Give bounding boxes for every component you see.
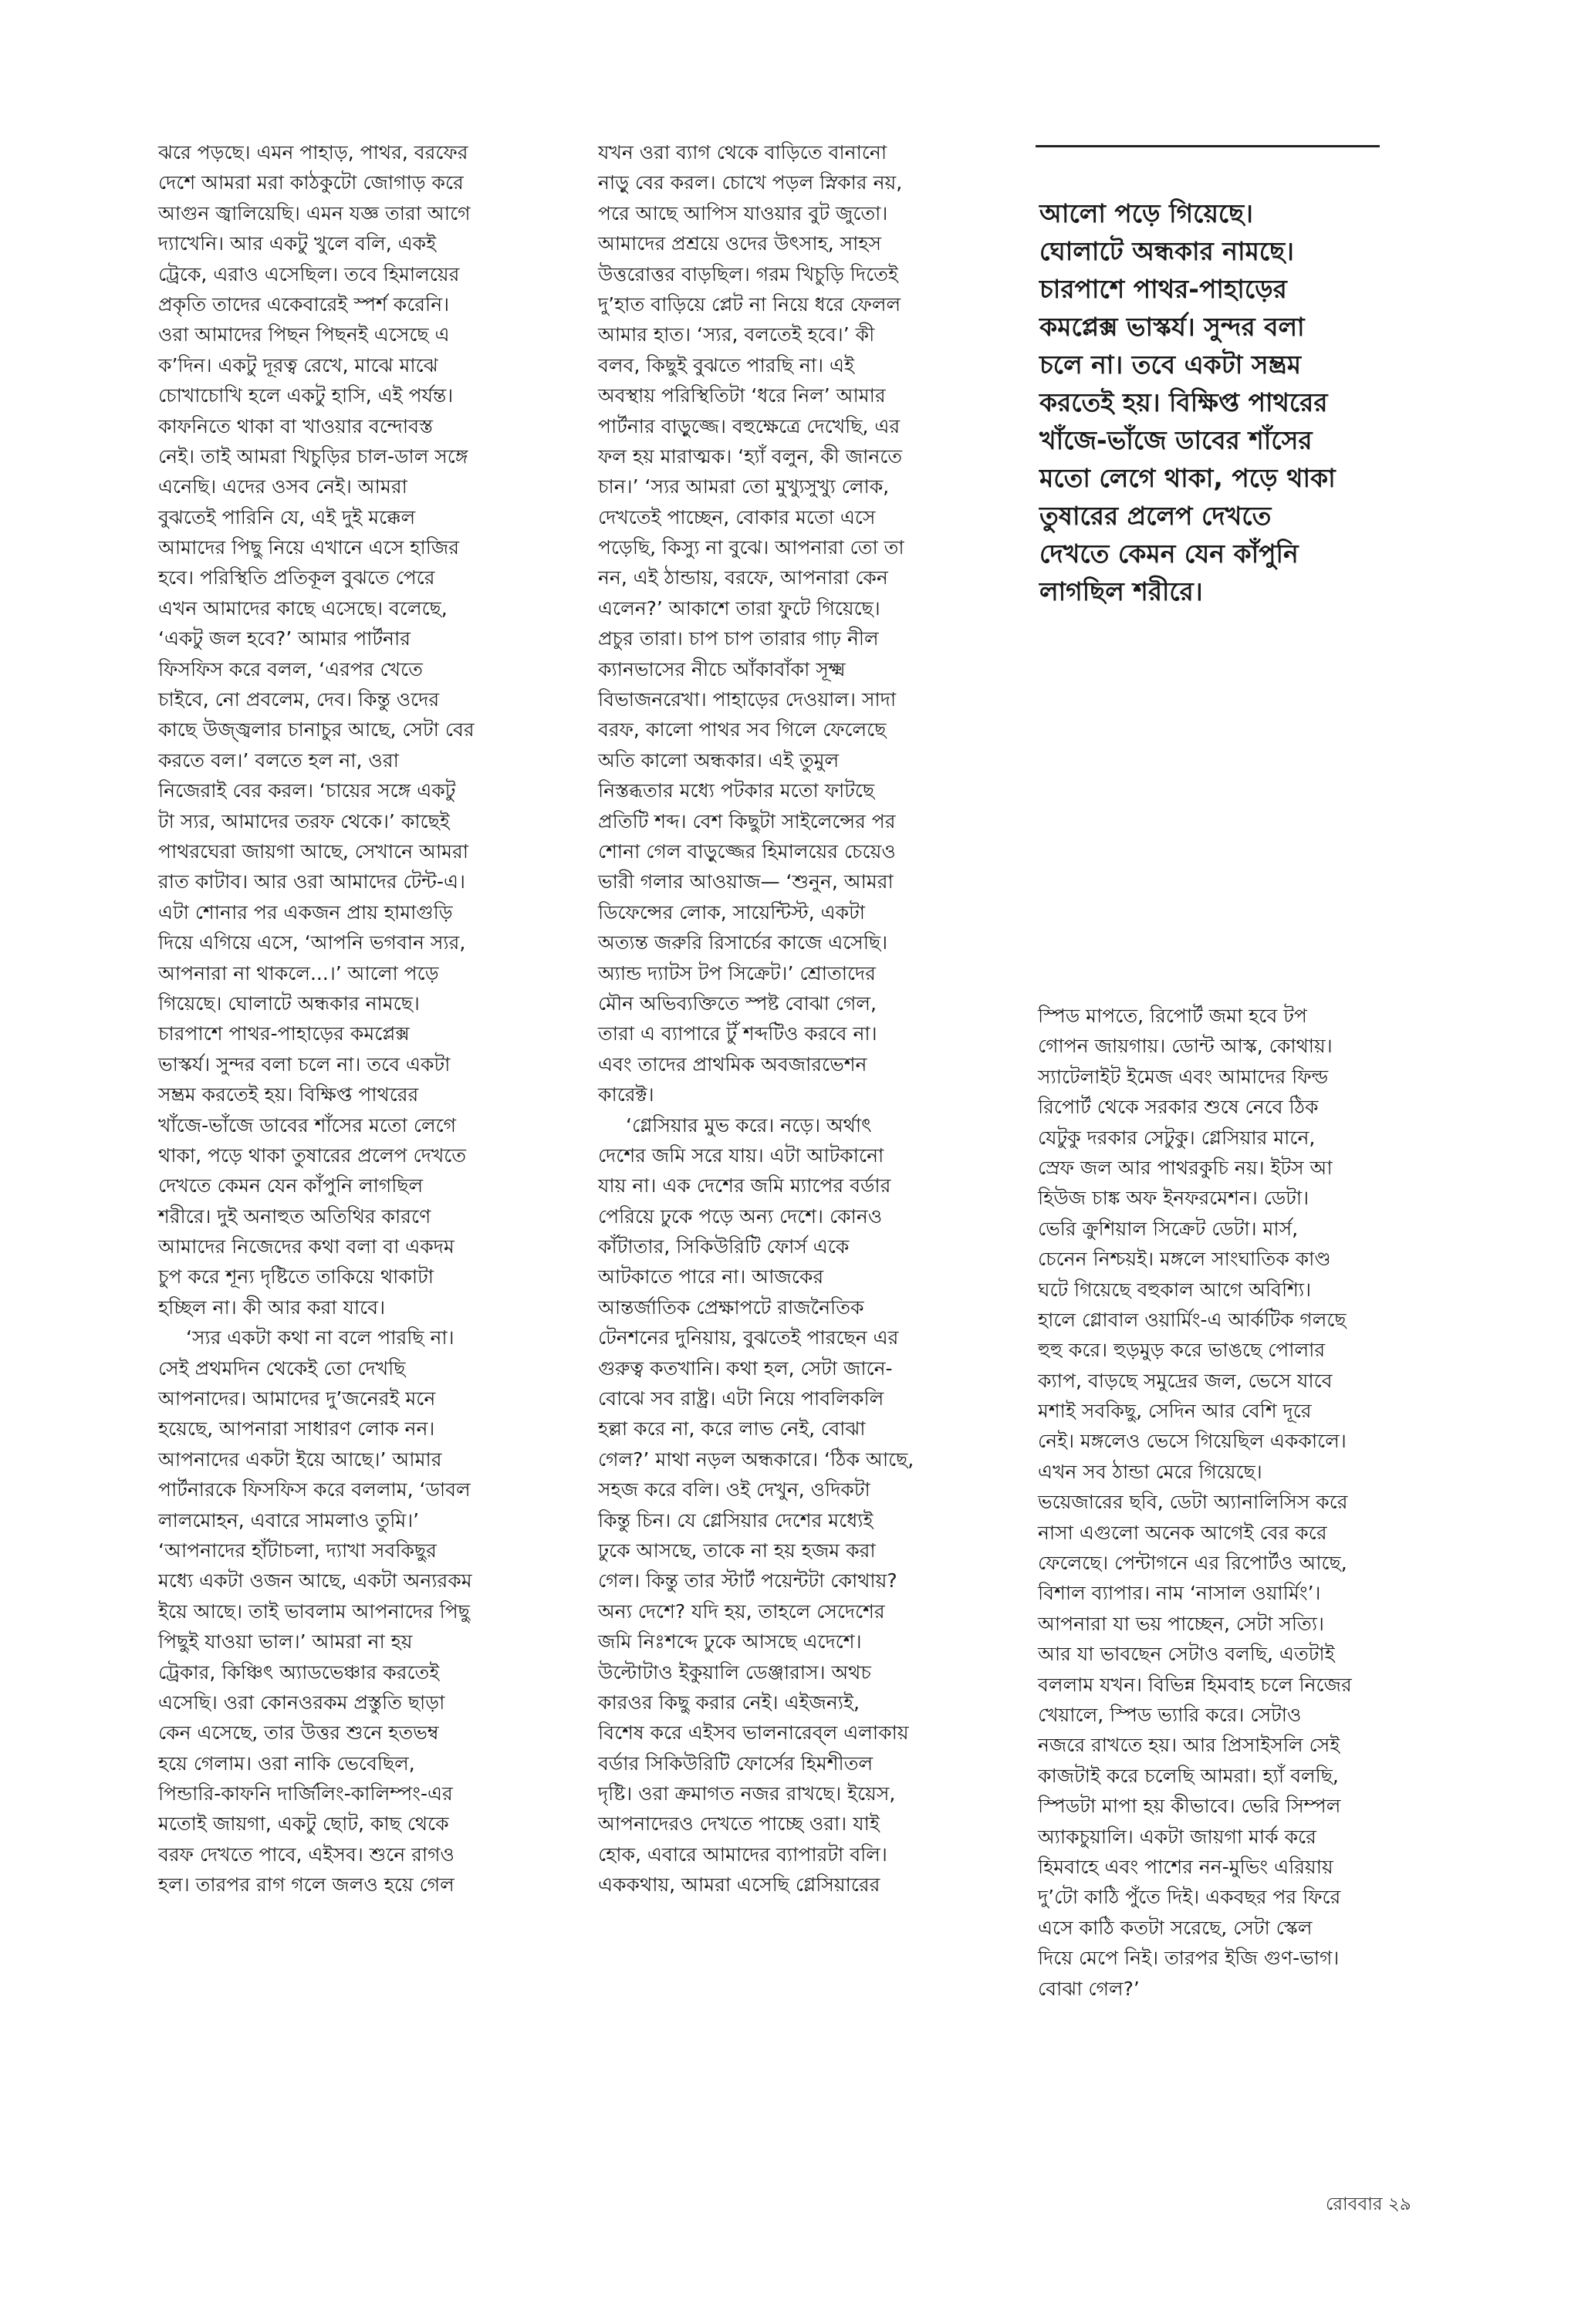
text-line: যেটুকু দরকার সেটুকু। গ্লেসিয়ার মানে, — [1038, 1126, 1316, 1149]
text-line: তুষারের প্রলেপ দেখতে — [1039, 501, 1272, 531]
text-line: অবস্থায় পরিস্থিতিটা ‘ধরে নিল’ আমার — [598, 384, 886, 407]
text-line: কারেক্ট। — [598, 1083, 654, 1106]
text-line: এখন সব ঠান্ডা মেরে গিয়েছে। — [1038, 1460, 1262, 1483]
text-line: হুহু করে। হুড়মুড় করে ভাঙছে পোলার — [1038, 1339, 1326, 1362]
text-line: উত্তরোত্তর বাড়ছিল। গরম খিচুড়ি দিতেই — [598, 262, 898, 285]
text-line: গোপন জায়গায়। ডোন্ট আস্ক, কোথায়। — [1038, 1035, 1333, 1058]
text-line: বিশেষ করে এইসব ভালনারেব্‌ল এলাকায় — [598, 1721, 909, 1745]
text-line: ঘোলাটে অন্ধকার নামছে। — [1039, 236, 1294, 266]
text-line: এসে কাঠি কতটা সরেছে, সেটা স্কেল — [1038, 1916, 1313, 1939]
article-column-3 — [1038, 1001, 1439, 2004]
text-line: চান।’ ‘স্যর আমরা তো মুখ্যুসুখ্যু লোক, — [598, 475, 890, 498]
text-line: ট্রেকে, এরাও এসেছিল। তবে হিমালয়ের — [158, 262, 460, 285]
text-line: নন, এই ঠান্ডায়, বরফে, আপনারা কেন — [598, 566, 888, 589]
text-line: প্রকৃতি তাদের একেবারেই স্পর্শ করেনি। — [158, 292, 450, 316]
text-line: সহজ করে বলি। ওই দেখুন, ওদিকটা — [598, 1478, 870, 1501]
text-line: খাঁজে-ভাঁজে ডাবের শাঁসের — [1039, 425, 1313, 455]
text-line: টা স্যর, আমাদের তরফ থেকে।’ কাছেই — [158, 809, 450, 833]
text-line: গিয়েছে। ঘোলাটে অন্ধকার নামছে। — [158, 991, 420, 1015]
text-line: মৌন অভিব্যক্তিতে স্পষ্ট বোঝা গেল, — [598, 991, 877, 1015]
text-line: জমি নিঃশব্দে ঢুকে আসছে এদেশে। — [598, 1630, 862, 1653]
text-line: উল্টোটাও ইকুয়ালি ডেঞ্জারাস। অথচ — [598, 1660, 871, 1684]
text-line: ফেলেছে। পেন্টাগনে এর রিপোর্টও আছে, — [1038, 1552, 1347, 1575]
text-line: নেই। মঙ্গলেও ভেসে গিয়েছিল এককালে। — [1038, 1430, 1347, 1453]
text-line: স্পিড মাপতে, রিপোর্ট জমা হবে টপ — [1038, 1005, 1307, 1027]
text-line: যায় না। এক দেশের জমি ম্যাপের বর্ডার — [598, 1174, 891, 1197]
text-line: ঢুকে আসছে, তাকে না হয় হজম করা — [598, 1539, 876, 1562]
text-line: শরীরে। দুই অনাহুত অতিথির কারণে — [158, 1204, 431, 1228]
text-line: আপনারা না থাকলে...।’ আলো পড়ে — [158, 961, 439, 985]
article-column-1 — [158, 137, 567, 1900]
text-line: বললাম যখন। বিভিন্ন হিমবাহ চলে নিজের — [1038, 1673, 1352, 1696]
text-line: মতো লেগে থাকা, পড়ে থাকা — [1039, 463, 1336, 493]
text-line: যখন ওরা ব্যাগ থেকে বাড়িতে বানানো — [598, 141, 887, 164]
text-line: চেনেন নিশ্চয়ই। মঙ্গলে সাংঘাতিক কাণ্ড — [1038, 1248, 1331, 1271]
text-line: কিন্তু চিন। যে গ্লেসিয়ার দেশের মধ্যেই — [598, 1508, 874, 1532]
text-line: ঝরে পড়ছে। এমন পাহাড়, পাথর, বরফের — [158, 141, 468, 164]
text-line: ক’দিন। একটু দূরত্ব রেখে, মাঝে মাঝে — [158, 353, 438, 377]
text-line: দেখতে কেমন যেন কাঁপুনি লাগছিল — [158, 1174, 424, 1197]
text-line: পড়েছি, কিস্যু না বুঝে। আপনারা তো তা — [598, 536, 904, 559]
text-line: এনেছি। এদের ওসব নেই। আমরা — [158, 475, 407, 498]
text-line: কাফনিতে থাকা বা খাওয়ার বন্দোবস্ত — [158, 414, 433, 437]
text-line: দেশে আমরা মরা কাঠকুটো জোগাড় করে — [158, 171, 464, 194]
text-line: নজরে রাখতে হয়। আর প্রিসাইসলি সেই — [1038, 1734, 1340, 1757]
text-line: রাত কাটাব। আর ওরা আমাদের টেন্ট-এ। — [158, 870, 465, 893]
text-line: পার্টনার বাড়ুজ্জে। বহুক্ষেত্রে দেখেছি, এর — [598, 414, 901, 437]
text-line: খেয়ালে, স্পিড ভ্যারি করে। সেটাও — [1038, 1703, 1302, 1726]
text-line: আটকাতে পারে না। আজকের — [598, 1265, 824, 1289]
text-line: শোনা গেল বাড়ুজ্জের হিমালয়ের চেয়েও — [598, 839, 896, 863]
text-line: প্রচুর তারা। চাপ চাপ তারার গাঢ় নীল — [598, 627, 879, 650]
text-line: মতোই জায়গা, একটু ছোট, কাছ থেকে — [158, 1812, 449, 1836]
text-line: কারওর কিছু করার নেই। এইজন্যই, — [598, 1691, 860, 1714]
text-line: মশাই সবকিছু, সেদিন আর বেশি দূরে — [1038, 1400, 1312, 1423]
text-line: হিউজ চাঙ্ক অফ ইনফরমেশন। ডেটা। — [1038, 1187, 1309, 1210]
text-line: ইয়ে আছে। তাই ভাবলাম আপনাদের পিছু — [158, 1599, 470, 1623]
text-line: ভাস্কর্য। সুন্দর বলা চলে না। তবে একটা — [158, 1052, 451, 1076]
text-line: বরফ দেখতে পাবে, এইসব। শুনে রাগও — [158, 1843, 455, 1866]
text-line: তারা এ ব্যাপারে টুঁ শব্দটিও করবে না। — [598, 1022, 877, 1045]
text-line: বিভাজনরেখা। পাহাড়ের দেওয়াল। সাদা — [598, 688, 897, 711]
text-line: নাসা এগুলো অনেক আগেই বের করে — [1038, 1521, 1327, 1544]
text-line: এককথায়, আমরা এসেছি গ্লেসিয়ারের — [598, 1873, 880, 1897]
text-line: ট্রেকার, কিঞ্চিৎ অ্যাডভেঞ্চার করতেই — [158, 1660, 440, 1684]
text-line: হয়ে গেলাম। ওরা নাকি ভেবেছিল, — [158, 1751, 415, 1775]
text-line: চুপ করে শূন্য দৃষ্টিতে তাকিয়ে থাকাটা — [158, 1265, 434, 1289]
pull-quote — [1039, 194, 1336, 610]
text-line: মধ্যে একটা ওজন আছে, একটা অন্যরকম — [158, 1569, 472, 1593]
text-line: হবে। পরিস্থিতি প্রতিকূল বুঝতে পেরে — [158, 566, 435, 589]
text-line: আমাদের প্রশ্রয়ে ওদের উৎসাহ, সাহস — [598, 232, 882, 255]
text-line: বর্ডার সিকিউরিটি ফোর্সের হিমশীতল — [598, 1751, 874, 1775]
text-line: আমার হাত। ‘স্যর, বলতেই হবে।’ কী — [598, 323, 875, 346]
text-line: ভয়েজারের ছবি, ডেটা অ্যানালিসিস করে — [1038, 1491, 1348, 1514]
text-line: গেল। কিন্তু তার স্টার্ট পয়েন্টটা কোথায়? — [598, 1569, 897, 1593]
text-line: ওরা আমাদের পিছন পিছনই এসেছে এ — [158, 323, 450, 346]
text-line: রিপোর্ট থেকে সরকার শুষে নেবে ঠিক — [1038, 1096, 1319, 1119]
text-line: দু’হাত বাড়িয়ে প্লেট না নিয়ে ধরে ফেলল — [598, 292, 901, 316]
text-line: কাজটাই করে চলেছি আমরা। হ্যাঁ বলছি, — [1038, 1764, 1339, 1787]
text-line: কমপ্লেক্স ভাস্কর্য। সুন্দর বলা — [1039, 312, 1305, 342]
text-line: ক্যাপ, বাড়ছে সমুদ্রের জল, ভেসে যাবে — [1038, 1369, 1333, 1392]
text-line: দেখতেই পাচ্ছেন, বোকার মতো এসে — [598, 505, 876, 529]
text-line: কাছে উজ্জ্বলার চানাচুর আছে, সেটা বের — [158, 718, 475, 741]
text-line: দেশের জমি সরে যায়। এটা আটকানো — [598, 1143, 884, 1167]
text-line: হচ্ছিল না। কী আর করা যাবে। — [158, 1295, 386, 1319]
text-line: নিস্তব্ধতার মধ্যে পটকার মতো ফাটছে — [598, 779, 875, 802]
text-line: ‘একটু জল হবে?’ আমার পার্টনার — [158, 627, 411, 650]
text-line: অ্যাকচুয়ালি। একটা জায়গা মার্ক করে — [1038, 1825, 1316, 1848]
text-line: টেনশনের দুনিয়ায়, বুঝতেই পারছেন এর — [598, 1326, 899, 1349]
text-line: আপনারা যা ভয় পাচ্ছেন, সেটা সত্যি। — [1038, 1612, 1324, 1635]
text-line: ফল হয় মারাত্মক। ‘হ্যাঁ বলুন, কী জানতে — [598, 444, 903, 468]
text-line: ‘স্যর একটা কথা না বলে পারছি না। — [186, 1326, 455, 1349]
text-line: নেই। তাই আমরা খিচুড়ির চাল-ডাল সঙ্গে — [158, 444, 468, 468]
text-line: গুরুত্ব কতখানি। কথা হল, সেটা জানে- — [598, 1356, 893, 1380]
text-line: বরফ, কালো পাথর সব গিলে ফেলেছে — [598, 718, 887, 741]
text-line: স্যাটেলাইট ইমেজ এবং আমাদের ফিল্ড — [1038, 1065, 1329, 1088]
text-line: নাড়ু বের করল। চোখে পড়ল স্নিকার নয়, — [598, 171, 903, 194]
text-line: ঘটে গিয়েছে বহুকাল আগে অবিশ্যি। — [1038, 1278, 1312, 1301]
text-line: এখন আমাদের কাছে এসেছে। বলেছে, — [158, 596, 448, 620]
text-line: গেল?’ মাথা নড়ল অন্ধকারে। ‘ঠিক আছে, — [598, 1447, 914, 1471]
text-line: ক্যানভাসের নীচে আঁকাবাঁকা সূক্ষ্ম — [598, 657, 846, 681]
text-line: ভেরি ক্রুশিয়াল সিক্রেট ডেটা। মার্স, — [1038, 1217, 1299, 1240]
text-line: আপনাদেরও দেখতে পাচ্ছে ওরা। যাই — [598, 1812, 880, 1836]
text-line: পেরিয়ে ঢুকে পড়ে অন্য দেশে। কোনও — [598, 1204, 883, 1228]
text-line: হয়েছে, আপনারা সাধারণ লোক নন। — [158, 1417, 435, 1441]
text-line: দেখতে কেমন যেন কাঁপুনি — [1039, 539, 1299, 569]
text-line: স্রেফ জল আর পাথরকুচি নয়। ইটস আ — [1038, 1156, 1333, 1179]
text-line: পিন্ডারি-কাফনি দার্জিলিং-কালিম্পং-এর — [158, 1782, 453, 1805]
text-line: সেই প্রথমদিন থেকেই তো দেখছি — [158, 1356, 406, 1380]
text-line: আমাদের নিজেদের কথা বলা বা একদম — [158, 1235, 455, 1258]
article-column-2 — [598, 137, 1007, 1900]
text-line: বুঝতেই পারিনি যে, এই দুই মক্কেল — [158, 505, 416, 529]
page-folio: রোববার ২৯ — [1326, 2194, 1411, 2214]
text-line: আর যা ভাবছেন সেটাও বলছি, এতটাই — [1038, 1643, 1335, 1666]
text-line: আপনাদের। আমাদের দু’জনেরই মনে — [158, 1387, 436, 1410]
text-line: এটা শোনার পর একজন প্রায় হামাগুড়ি — [158, 900, 453, 924]
text-line: অত্যন্ত জরুরি রিসার্চের কাজে এসেছি। — [598, 931, 888, 954]
text-line: ভারী গলার আওয়াজ— ‘শুনুন, আমরা — [598, 870, 894, 893]
text-line: হোক, এবারে আমাদের ব্যাপারটা বলি। — [598, 1843, 887, 1866]
text-line: নিজেরাই বের করল। ‘চায়ের সঙ্গে একটু — [158, 779, 456, 802]
text-line: খাঁজে-ভাঁজে ডাবের শাঁসের মতো লেগে — [158, 1113, 457, 1137]
text-line: বোঝা গেল?’ — [1038, 1977, 1140, 2000]
text-line: চারপাশে পাথর-পাহাড়ের কমপ্লেক্স — [158, 1022, 410, 1045]
text-line: থাকা, পড়ে থাকা তুষারের প্রলেপ দেখতে — [158, 1143, 467, 1167]
text-line: অ্যান্ড দ্যাটস টপ সিক্রেট।’ শ্রোতাদের — [598, 961, 876, 985]
text-line: করতেই হয়। বিক্ষিপ্ত পাথরের — [1039, 387, 1328, 417]
text-line: দু’টো কাঠি পুঁতে দিই। একবছর পর ফিরে — [1038, 1886, 1341, 1909]
text-line: হিমবাহে এবং পাশের নন-মুভিং এরিয়ায় — [1038, 1855, 1333, 1878]
text-line: ‘আপনাদের হাঁটাচলা, দ্যাখা সবকিছুর — [158, 1539, 437, 1562]
text-line: লালমোহন, এবারে সামলাও তুমি।’ — [158, 1508, 420, 1532]
text-line: করতে বল।’ বলতে হল না, ওরা — [158, 748, 399, 772]
text-line: এবং তাদের প্রাথমিক অবজারভেশন — [598, 1052, 867, 1076]
text-line: আলো পড়ে গিয়েছে। — [1039, 198, 1253, 228]
text-line: দিয়ে মেপে নিই। তারপর ইজি গুণ-ভাগ। — [1038, 1947, 1340, 1970]
text-line: কাঁটাতার, সিকিউরিটি ফোর্স একে — [598, 1235, 850, 1258]
text-line: কেন এসেছে, তার উত্তর শুনে হতভম্ব — [158, 1721, 439, 1745]
text-line: চাইবে, নো প্রবলেম, দেব। কিন্তু ওদের — [158, 688, 440, 711]
text-line: বলব, কিছুই বুঝতে পারছি না। এই — [598, 353, 854, 377]
text-line: প্রতিটি শব্দ। বেশ কিছুটা সাইলেন্সের পর — [598, 809, 896, 833]
text-line: পাথরঘেরা জায়গা আছে, সেখানে আমরা — [158, 839, 469, 863]
text-line: পিছুই যাওয়া ভাল।’ আমরা না হয় — [158, 1630, 413, 1653]
text-line: চারপাশে পাথর-পাহাড়ের — [1039, 274, 1287, 304]
text-line: স্পিডটা মাপা হয় কীভাবে। ভেরি সিম্পল — [1038, 1795, 1341, 1818]
text-line: দৃষ্টি। ওরা ক্রমাগত নজর রাখছে। ইয়েস, — [598, 1782, 896, 1805]
text-line: হল্লা করে না, করে লাভ নেই, বোঝা — [598, 1417, 866, 1441]
text-line: হালে গ্লোবাল ওয়ার্মিং-এ আর্কটিক গলছে — [1038, 1308, 1347, 1331]
text-line: লাগছিল শরীরে। — [1039, 576, 1203, 606]
text-line: এসেছি। ওরা কোনওরকম প্রস্তুতি ছাড়া — [158, 1691, 445, 1714]
text-line: অতি কালো অন্ধকার। এই তুমুল — [598, 748, 840, 772]
text-line: ফিসফিস করে বলল, ‘এরপর খেতে — [158, 657, 423, 681]
text-line: এলেন?’ আকাশে তারা ফুটে গিয়েছে। — [598, 596, 880, 620]
text-line: চলে না। তবে একটা সম্ভ্রম — [1039, 350, 1302, 380]
text-line: পার্টনারকে ফিসফিস করে বললাম, ‘ডাবল — [158, 1478, 471, 1501]
text-line: হল। তারপর রাগ গলে জলও হয়ে গেল — [158, 1873, 455, 1897]
text-line: ডিফেন্সের লোক, সায়েন্টিস্ট, একটা — [598, 900, 866, 924]
text-line: আগুন জ্বালিয়েছি। এমন যজ্ঞ তারা আগে — [158, 201, 471, 225]
text-line: ‘গ্লেসিয়ার মুভ করে। নড়ে। অর্থাৎ — [626, 1113, 872, 1137]
text-line: আপনাদের একটা ইয়ে আছে।’ আমার — [158, 1447, 442, 1471]
text-line: বিশাল ব্যাপার। নাম ‘নাসাল ওয়ার্মিং’। — [1038, 1582, 1321, 1605]
text-line: আমাদের পিছু নিয়ে এখানে এসে হাজির — [158, 536, 459, 559]
pull-quote-rule — [1036, 145, 1380, 147]
text-line: অন্য দেশে? যদি হয়, তাহলে সেদেশের — [598, 1599, 885, 1623]
text-line: বোঝে সব রাষ্ট্র। এটা নিয়ে পাবলিকলি — [598, 1387, 884, 1410]
text-line: পরে আছে আপিস যাওয়ার বুট জুতো। — [598, 201, 888, 225]
text-line: আন্তর্জাতিক প্রেক্ষাপটে রাজনৈতিক — [598, 1295, 864, 1319]
text-line: দ্যাখেনি। আর একটু খুলে বলি, একই — [158, 232, 437, 255]
text-line: চোখাচোখি হলে একটু হাসি, এই পর্যন্ত। — [158, 384, 454, 407]
text-line: সম্ভ্রম করতেই হয়। বিক্ষিপ্ত পাথরের — [158, 1083, 419, 1106]
text-line: দিয়ে এগিয়ে এসে, ‘আপনি ভগবান স্যর, — [158, 931, 466, 954]
